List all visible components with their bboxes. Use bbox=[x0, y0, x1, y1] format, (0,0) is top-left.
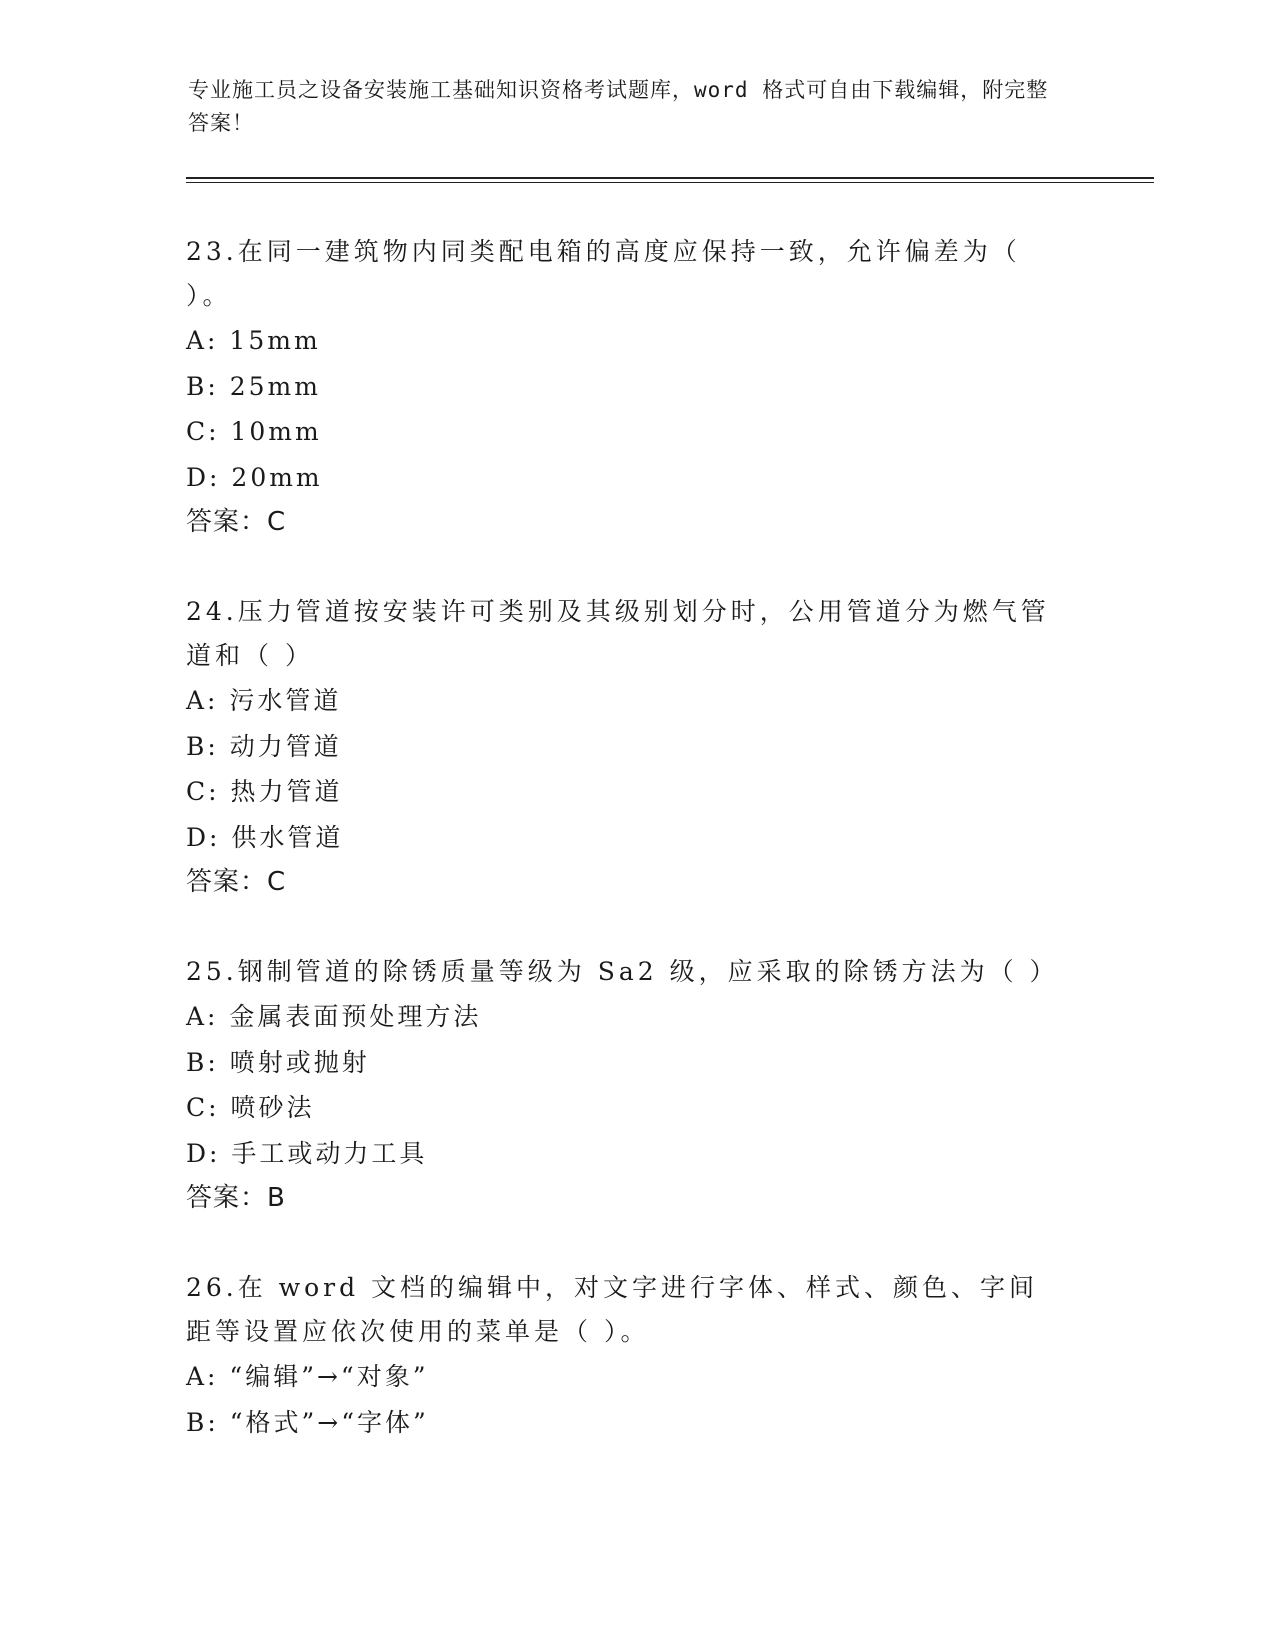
option-c: C: 热力管道 bbox=[186, 777, 343, 806]
option-d: D: 手工或动力工具 bbox=[186, 1138, 428, 1168]
option-b: B: 喷射或抛射 bbox=[186, 1047, 370, 1077]
option-c: C: 喷砂法 bbox=[186, 1093, 315, 1122]
option-d: D: 供水管道 bbox=[186, 822, 344, 852]
option-a: A: 污水管道 bbox=[186, 686, 342, 715]
question-stem: 25.钢制管道的除锈质量等级为 Sa2 级，应采取的除锈方法为（ ） bbox=[186, 957, 1059, 986]
option-d: D: 20mm bbox=[186, 462, 323, 492]
option-a: A: 15mm bbox=[186, 326, 321, 355]
option-b: B: 动力管道 bbox=[186, 731, 342, 761]
header-divider-thin bbox=[186, 182, 1154, 183]
question-stem: 23.在同一建筑物内同类配电箱的高度应保持一致，允许偏差为（ ）。 bbox=[186, 237, 1021, 310]
option-a: A: 金属表面预处理方法 bbox=[186, 1002, 482, 1031]
answer: 答案：C bbox=[186, 507, 287, 537]
question-25 bbox=[186, 950, 1086, 1221]
question-26 bbox=[186, 1266, 1086, 1445]
option-b: B: “格式”→“字体” bbox=[186, 1407, 429, 1437]
answer: 答案：B bbox=[186, 1183, 286, 1213]
document-header: 专业施工员之设备安装施工基础知识资格考试题库，word 格式可自由下载编辑，附完整答案！ bbox=[188, 78, 1049, 135]
question-stem: 26.在 word 文档的编辑中，对文字进行字体、样式、颜色、字间距等设置应依次使用的菜单是（ ）。 bbox=[186, 1273, 1039, 1346]
option-a: A: “编辑”→“对象” bbox=[186, 1362, 429, 1391]
option-c: C: 10mm bbox=[186, 417, 322, 446]
option-b: B: 25mm bbox=[186, 371, 321, 401]
header-divider bbox=[186, 177, 1154, 179]
question-24 bbox=[186, 590, 1086, 905]
answer: 答案：C bbox=[186, 867, 287, 897]
question-stem: 24.压力管道按安装许可类别及其级别划分时，公用管道分为燃气管道和（ ） bbox=[186, 597, 1050, 670]
question-23 bbox=[186, 230, 1086, 545]
